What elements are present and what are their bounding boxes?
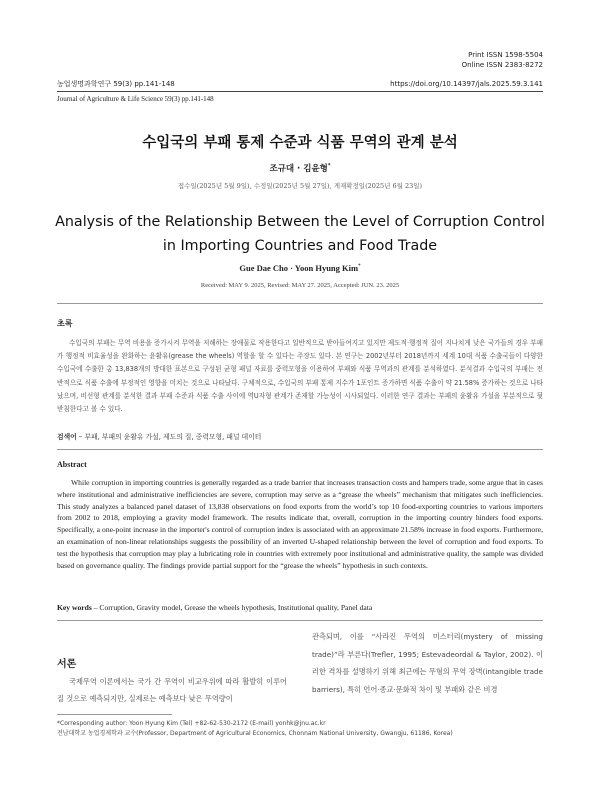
- intro-left-text: 국제무역 이론에서는 국가 간 무역이 비교우위에 따라 활발히 이루어질 것으로 예측되지만, 실제로는 예측보다 낮은 무역량이: [57, 677, 287, 703]
- journal-header: [57, 50, 543, 70]
- corresponding-mark: *: [327, 163, 331, 170]
- authors-en: [0, 263, 600, 273]
- divider-mid: [57, 449, 543, 450]
- online-issn: Online ISSN 2383-8272: [461, 61, 543, 69]
- keywords-kr-label: 검색어: [57, 433, 77, 441]
- abstract-kr-heading: 초록: [57, 319, 73, 328]
- footnote: [57, 719, 543, 739]
- authors-en-names: Gue Dae Cho · Yoon Hyung Kim: [239, 263, 359, 273]
- footnote-rule: [57, 714, 172, 715]
- dates-kr: 접수일(2025년 5월 9일), 수정일(2025년 5월 27일), 게재확정일(2025년 6월 23일): [177, 182, 423, 190]
- keywords-en-label: Key words: [57, 603, 92, 612]
- keywords-en-list: Corruption, Gravity model, Grease the wheels hypothesis, Institutional quality, Panel data: [99, 603, 373, 612]
- header-divider: [57, 91, 543, 92]
- page-title-kr: 수입국의 부패 통제 수준과 식품 무역의 관계 분석: [142, 135, 458, 151]
- title-en-line1: Analysis of the Relationship Between the Level of Corruption Control: [55, 214, 545, 230]
- authors-kr: [0, 162, 600, 174]
- journal-info-en: Journal of Agriculture & Life Science 59(3) pp.141-148: [57, 95, 214, 103]
- journal-info-kr: 농업생명과학연구 59(3) pp.141-148: [57, 80, 175, 88]
- doi-link[interactable]: https://doi.org/10.14397/jals.2025.59.3.141: [390, 80, 543, 88]
- abstract-en-text: While corruption in importing countries is generally regarded as a trade barrier that increases transaction costs and hampers trade, some argue that in cases where institutional and administrative inefficiencies are severe, corruption may serve as a “grease the wheels” mechanism that mitigates such inefficiencies. This study analyzes a balanced panel dataset of 13,838 observations on food exports from the world’s top 10 food-exporting countries to various importers from 2002 to 2018, employing a gravity model framework. The results indicate that, overall, corruption in the importing country hinders food exports. Specifically, a one-point increase in the importer's control of corruption index is associated with an approximate 21.58% increase in food exports. Furthermore, an examination of non-linear relationships suggests the possibility of an inverted U-shaped relationship between the level of corruption and food exports. To test the hypothesis that corruption may play a lubricating role in countries with extremely poor institutional and administrative quality, the sample was divided based on governance quality. The findings provide partial support for the “grease the wheels” hypothesis in such contexts.: [57, 478, 543, 570]
- abstract-kr-text: 수입국의 부패는 무역 비용을 증가시켜 무역을 저해하는 장애물로 작용한다고 일반적으로 받아들여지고 있지만 제도적·행정적 질이 지나치게 낮은 국가들의 경우 부패가 행정적 비효율성을 완화하는 윤활유(grease the wheels) 역할을 할 수 있다는 주장도 있다. 본 연구는 2002년부터 2018년까지 세계 10대 식품 수출국들이 다양한 수입국에 수출한 총 13,838개의 방대한 표본으로 구성된 균형 패널 자료를 중력모형을 이용하여 부패와 식품 무역과의 관계를 분석하였다. 분석결과 수입국의 부패는 전반적으로 식품 수출에 부정적인 영향을 미치는 것으로 나타났다. 구체적으로, 수입국의 부패 통제 지수가 1포인트 증가하면 식품 수출이 약 21.58% 증가하는 것으로 나타났으며, 비선형 관계를 분석한 결과 부패 수준과 식품 수출 사이에 역U자형 관계가 존재할 가능성이 시사되었다. 이러한 연구 결과는 부패의 윤활유 가설을 부분적으로 뒷받침한다고 볼 수 있다.: [57, 339, 543, 414]
- footnote-affiliation: 전남대학교 농업경제학과 교수(Professor, Department of Agricultural Economics, Chonnam National University, Gwangju, 61186, Korea): [57, 730, 453, 737]
- abstract-en-heading: Abstract: [57, 460, 87, 469]
- print-issn: Print ISSN 1598-5504: [468, 51, 543, 59]
- keywords-kr-list: 부패, 부패의 윤활유 가설, 제도의 질, 중력모형, 패널 데이터: [84, 433, 262, 441]
- authors-kr-names: 조규대 · 김윤형: [269, 164, 328, 174]
- keywords-en: Key words – Corruption, Gravity model, Grease the wheels hypothesis, Institutional quality, Panel data: [57, 603, 373, 612]
- dates-en: Received: MAY 9. 2025, Revised: MAY 27. 2025, Accepted: JUN. 23. 2025: [200, 282, 400, 289]
- divider-top: [57, 303, 543, 304]
- divider-bottom: [57, 620, 543, 621]
- intro-heading: 서론: [57, 659, 77, 670]
- title-en-line2: in Importing Countries and Food Trade: [162, 238, 438, 254]
- corresponding-mark-en: *: [358, 264, 361, 270]
- intro-right-text: 관측되며, 이를 “사라진 무역의 미스터리(mystery of missing trade)”라 부른다(Trefler, 1995; Estevadeordal & Taylor, 2002). 이러한 격차를 설명하기 위해 최근에는 무형의 무역 장벽(intangible trade barriers), 특히 언어·종교·문화적 차이 및 부패와 같은 비경: [312, 632, 543, 694]
- keywords-kr: 검색어 – 부패, 부패의 윤활유 가설, 제도의 질, 중력모형, 패널 데이터: [57, 433, 262, 441]
- page-title-en: [0, 210, 600, 258]
- footnote-corresponding: *Corresponding author: Yoon Hyung Kim (Tel) +82-62-530-2172 (E-mail) yonhk@jnu.ac.kr: [57, 720, 326, 727]
